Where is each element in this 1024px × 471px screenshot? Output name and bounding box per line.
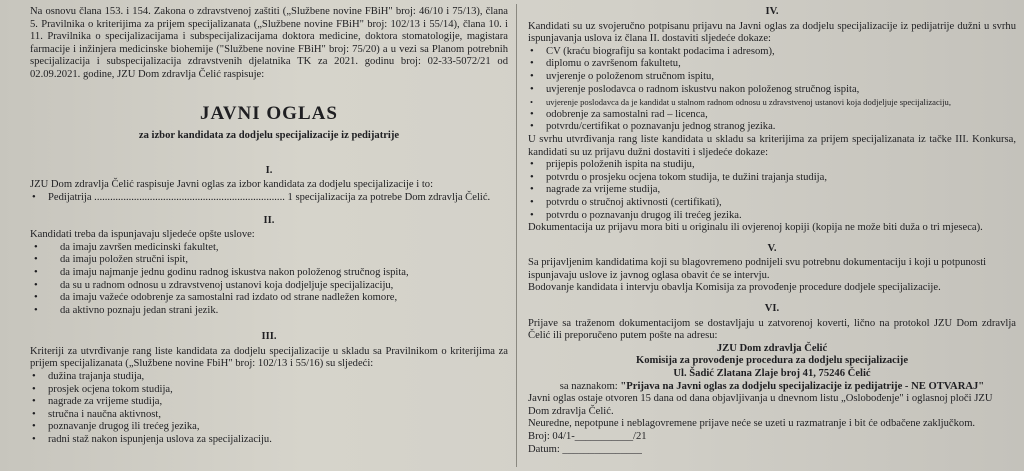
list-item: • potvrdu/certifikat o poznavanju jednog stranog jezika. [528, 121, 1016, 134]
address-line-2: Komisija za provođenje procedura za dodjelu specijalizacije [635, 355, 909, 367]
list-item: • da su u radnom odnosu u zdravstvenoj ustanovi koja dodjeljuje specijalizaciju, [30, 280, 508, 293]
list-item: • potvrdu o poznavanju drugog ili trećeg jezika. [528, 210, 1016, 223]
address-line-3: Ul. Šadić Zlatana Zlaje broj 41, 75246 Čelić [673, 368, 871, 380]
list-item: • uvjerenje poslodavca da je kandidat u stalnom radnom odnosu u zdravstvenoj ustanovi koja dodjeljuje specijalizaciju, [528, 96, 1016, 109]
section-6-heading: VI. [764, 303, 780, 315]
section-5-text: Sa prijavljenim kandidatima koji su blagovremeno podnijeli svu potrebnu dokumentaciju i koji u potpunosti ispunjavaju uslove iz javnog oglasa obavit će se intervju. [528, 257, 987, 281]
section-2-text: Kandidati treba da ispunjavaju sljedeće opšte uslove: [30, 229, 255, 241]
naznaka-text: "Prijava na Javni oglas za dodjelu specijalizacije iz pedijatrije - NE OTVARAJ" [620, 380, 985, 392]
section-4-text: Kandidati su uz svojeručno potpisanu prijavu na Javni oglas za dodjelu specijalizacije iz pedijatrije dužni u svrhu ispunjavanja uslova iz člana II. dostaviti sljedeće dokaze: [528, 20, 1016, 45]
list-item: • da imaju najmanje jednu godinu radnog iskustva nakon položenog stručnog ispita, [30, 267, 508, 280]
broj-field: Broj: 04/1-___________/21 [528, 431, 647, 442]
section-3-list [30, 371, 508, 447]
left-column [30, 6, 508, 447]
section-1-text: JZU Dom zdravlja Čelić raspisuje Javni oglas za izbor kandidata za dodjelu specijalizacije i to: [30, 179, 434, 191]
section-2-list [30, 242, 508, 318]
list-item: • prijepis položenih ispita na studiju, [528, 159, 1016, 172]
section-3-text: Kriteriji za utvrđivanje rang liste kandidata za dodjelu specijalizacije u skladu sa Pravilnikom o kriterijima za prijem specijalizanata („Službene novine FbiH" broj: 102/13 i 55/16) su sljedeći: [30, 345, 508, 370]
section-3-heading: III. [261, 331, 277, 343]
list-item: • uvjerenje poslodavca o radnom iskustvu nakon položenog stručnog ispita, [528, 84, 1016, 97]
list-item: • odobrenje za samostalni rad – licenca, [528, 109, 1016, 122]
list-item: • da imaju važeće odobrenje za samostalni rad izdato od strane nadležen komore, [30, 292, 508, 305]
address-line-1: JZU Dom zdravlja Čelić [716, 342, 828, 354]
right-column [528, 6, 1016, 456]
list-item: • nagrade za vrijeme studija, [528, 184, 1016, 197]
datum-field: Datum: _______________ [528, 443, 642, 455]
intro-paragraph: Na osnovu člana 153. i 154. Zakona o zdravstvenoj zaštiti („Službene novine FBiH" broj: 46/10 i 75/13), člana 5. Pravilnika o kriterijima za prijem specijalizanata („Službene novine FBiH" broj: 102/13 i 55/14), člana 10. i 11. Pravilnika o specijalizacijama i subspecijalizacijama doktora medicine, doktora stomatologije, magistara farmacije i inžinjera medicinske biohemije ("Službene novine FBiH" broj: 75/20) a u vezi sa Planom potrebnih specijalizacija i subspecijalizacija zdravstvenih djelatnika TK za 2021. godinu broj: 02-33-5072/21 od 02.09.2021. godine, JZU Dom zdravlja Čelić raspisuje: [30, 6, 508, 80]
section-4-note: Dokumentacija uz prijavu mora biti u originalu ili ovjerenoj kopiji (kopija ne može biti duža o tri mjeseca). [528, 222, 983, 234]
list-item: • uvjerenje o položenom stručnom ispitu, [528, 71, 1016, 84]
list-item: • Pedijatrija ........................................................................ 1 specijalizacija za potrebe Dom zdravlja Čelić. [30, 192, 508, 205]
naznaka-line [528, 381, 1016, 394]
section-2-heading: II. [263, 214, 275, 226]
list-item: • diplomu o završenom fakultetu, [528, 58, 1016, 71]
list-item: • da aktivno poznaju jedan strani jezik. [30, 305, 508, 318]
list-item: • dužina trajanja studija, [30, 371, 508, 384]
open-period-text: Javni oglas ostaje otvoren 15 dana od dana objavljivanja u dnevnom listu „Oslobođenje" i oglasnoj ploči JZU Dom zdravlja Čelić. [528, 393, 993, 417]
section-6-text: Prijave sa traženom dokumentacijom se dostavljaju u zatvorenoj koverti, lično na protokol JZU Dom zdravlja Čelić ili preporučeno putem pošte na adresu: [528, 317, 1016, 342]
list-item: • potvrdu o prosjeku ocjena tokom studija, te dužini trajanja studija, [528, 172, 1016, 185]
list-item: • stručna i naučna aktivnost, [30, 409, 508, 422]
section-5-text-2: Bodovanje kandidata i intervju obavlja Komisija za provođenje procedure dodjele specijalizacije. [528, 282, 941, 294]
section-1-heading: I. [265, 164, 273, 176]
ad-subtitle: za izbor kandidata za dodjelu specijalizacije iz pedijatrije [138, 130, 400, 142]
list-item: • poznavanje drugog ili trećeg jezika, [30, 421, 508, 434]
section-4-list [528, 46, 1016, 134]
section-5-heading: V. [767, 242, 777, 254]
list-item: • nagrade za vrijeme studija, [30, 396, 508, 409]
section-4-heading: IV. [765, 6, 779, 17]
list-item: • da imaju završen medicinski fakultet, [30, 242, 508, 255]
list-item: • da imaju položen stručni ispit, [30, 254, 508, 267]
ad-title: JAVNI OGLAS [200, 102, 338, 124]
section-4-list-2 [528, 159, 1016, 222]
list-item: • potvrdu o stručnoj aktivnosti (certifikati), [528, 197, 1016, 210]
invalid-applications-text: Neuredne, nepotpune i neblagovremene prijave neće se uzeti u razmatranje i bit će odbačene zaključkom. [528, 418, 976, 430]
section-1-list [30, 192, 508, 205]
section-4-text-2: U svrhu utvrđivanja rang liste kandidata u skladu sa kriterijima za prijem specijalizanata iz tačke III. Konkursa, kandidati su uz prijavu dužni dostaviti i sljedeće dokaze: [528, 133, 1016, 158]
list-item: • CV (kraću biografiju sa kontakt podacima i adresom), [528, 46, 1016, 59]
naznaka-prefix: sa naznakom: [559, 380, 621, 392]
column-divider [516, 4, 517, 467]
list-item: • radni staž nakon ispunjenja uslova za specijalizaciju. [30, 434, 508, 447]
list-item: • prosjek ocjena tokom studija, [30, 384, 508, 397]
